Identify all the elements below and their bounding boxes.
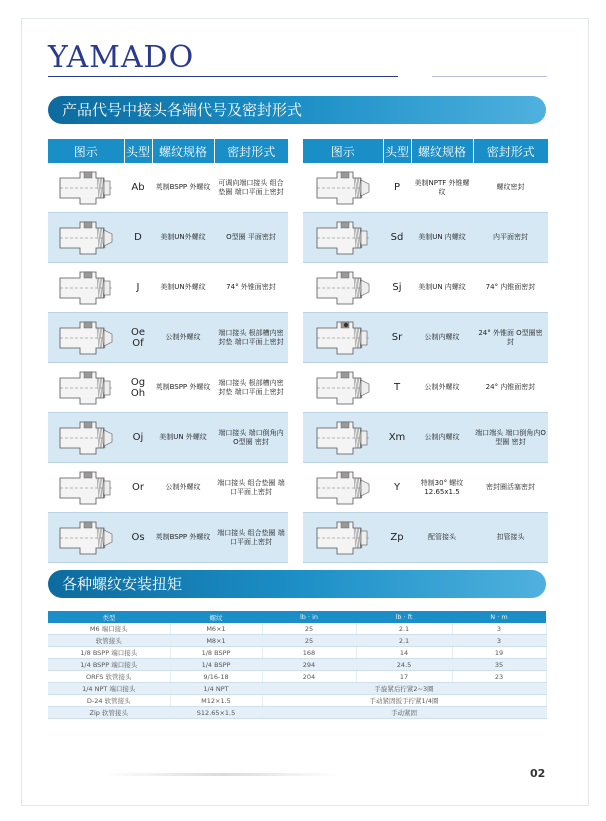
footer-rule [105,773,340,776]
right-fitting-table [303,139,548,563]
thread-spec: 公制外螺纹 [411,363,473,413]
torque-thread: M12×1.5 [170,695,262,707]
table-row [48,513,288,563]
torque-nm: 3 [452,623,546,635]
fitting-os-icon [48,518,124,558]
thread-spec: 英制BSPP 外螺纹 [152,363,214,413]
table-row [48,659,546,671]
torque-type: ORFS 软管接头 [48,671,170,683]
seal-type: 端口接头 组合垫圈 端口平面上密封 [214,463,288,513]
header-seal-type: 密封形式 [473,139,548,163]
thread-spec: 美制NPTF 外锥螺纹 [411,163,473,213]
seal-type: 端口端头 端口倒角内O型圈 密封 [473,413,548,463]
fitting-sj-icon [303,268,383,308]
torque-note: 手动紧固扳手拧紧1/4圈 [262,695,546,707]
table-row [303,163,548,213]
table-row [48,647,546,659]
fitting-y-icon [303,468,383,508]
thread-spec: 美制UN 内螺纹 [411,213,473,263]
fitting-og-icon [48,368,124,408]
torque-type: 1/4 BSPP 端口接头 [48,659,170,671]
fitting-oj-icon [48,418,124,458]
torque-header-thread: 螺纹 [170,611,262,623]
torque-thread: 1/4 NPT [170,683,262,695]
thread-spec: 公制外螺纹 [152,313,214,363]
fitting-j-icon [48,268,124,308]
head-type-code: Og Oh [124,363,152,413]
fitting-d-icon [48,218,124,258]
thread-spec: 公制内螺纹 [411,313,473,363]
table-row [48,213,288,263]
header-head-type: 头型 [383,139,411,163]
torque-lb-ft: 17 [356,671,452,683]
head-type-code: D [124,213,152,263]
fitting-diagram [303,213,383,263]
torque-nm: 35 [452,659,546,671]
seal-type: 24° 外锥面 O型圈密封 [473,313,548,363]
thread-spec: 配管接头 [411,513,473,563]
fitting-diagram [303,513,383,563]
fitting-diagram [48,313,124,363]
fitting-or-icon [48,468,124,508]
torque-lb-ft: 14 [356,647,452,659]
torque-type: 1/4 NPT 端口接头 [48,683,170,695]
torque-lb-in: 204 [262,671,356,683]
torque-header-type: 类型 [48,611,170,623]
torque-type: D-24 软管接头 [48,695,170,707]
fitting-diagram [303,263,383,313]
head-type-code: T [383,363,411,413]
head-type-code: Y [383,463,411,513]
header-diagram: 图示 [48,139,124,163]
table-row [303,213,548,263]
seal-type: 端口接头 根部槽内密封垫 端口平面上密封 [214,313,288,363]
table-row [48,413,288,463]
left-fitting-table [48,139,288,563]
table-row [48,695,546,707]
seal-type: 74° 内锥面密封 [473,263,548,313]
header-diagram: 图示 [303,139,383,163]
torque-nm: 23 [452,671,546,683]
torque-note: 手动紧固 [262,707,546,719]
seal-type: 螺纹密封 [473,163,548,213]
table-row [303,363,548,413]
torque-type: 1/8 BSPP 端口接头 [48,647,170,659]
fitting-t-icon [303,368,383,408]
fitting-diagram [303,313,383,363]
torque-thread: M6×1 [170,623,262,635]
torque-header-lb-ft: lb · ft [356,611,452,623]
fitting-diagram [303,163,383,213]
torque-header-row [48,611,546,623]
seal-type: 端口接头 组合垫圈 端口平面上密封 [214,513,288,563]
head-type-code: Sr [383,313,411,363]
head-type-code: Zp [383,513,411,563]
thread-spec: 英制BSPP 外螺纹 [152,163,214,213]
thread-spec: 美制UN外螺纹 [152,263,214,313]
torque-note: 手旋紧后拧紧2~3圈 [262,683,546,695]
torque-lb-ft: 2.1 [356,623,452,635]
torque-nm: 3 [452,635,546,647]
torque-nm: 19 [452,647,546,659]
fitting-diagram [48,363,124,413]
table-row [303,513,548,563]
head-type-code: Ab [124,163,152,213]
torque-lb-in: 25 [262,623,356,635]
torque-header-lb-in: lb · in [262,611,356,623]
seal-type: 24° 内锥面密封 [473,363,548,413]
head-type-code: Oj [124,413,152,463]
head-type-code: P [383,163,411,213]
thread-spec: 美制UN 外螺纹 [152,413,214,463]
table-row [48,363,288,413]
seal-type: 端口接头 端口倒角内O型圈 密封 [214,413,288,463]
header-thread-spec: 螺纹规格 [152,139,214,163]
fitting-diagram [48,413,124,463]
thread-spec: 英制BSPP 外螺纹 [152,513,214,563]
brand-rule-right [432,76,547,77]
fitting-diagram [303,463,383,513]
seal-type: 可调向端口接头 组合垫圈 端口平面上密封 [214,163,288,213]
fitting-p-icon [303,168,383,208]
thread-spec: 美制UN 内螺纹 [411,263,473,313]
section-banner-torque: 各种螺纹安装扭矩 [48,570,546,598]
right-table-header [303,139,548,163]
torque-thread: 1/8 BSPP [170,647,262,659]
torque-table [48,611,547,719]
fitting-diagram [48,163,124,213]
table-row [48,683,546,695]
head-type-code: Xm [383,413,411,463]
torque-thread: 1/4 BSPP [170,659,262,671]
torque-thread: S12.65×1.5 [170,707,262,719]
torque-type: M6 端口接头 [48,623,170,635]
torque-type: Zip 软管接头 [48,707,170,719]
table-row [48,623,546,635]
fitting-ab-icon [48,168,124,208]
thread-spec: 美制UN外螺纹 [152,213,214,263]
head-type-code: Or [124,463,152,513]
left-table-header [48,139,288,163]
torque-lb-in: 168 [262,647,356,659]
head-type-code: Os [124,513,152,563]
torque-lb-in: 25 [262,635,356,647]
thread-spec: 公制外螺纹 [152,463,214,513]
table-row [303,413,548,463]
header-thread-spec: 螺纹规格 [411,139,473,163]
table-row [48,463,288,513]
fitting-sd-icon [303,218,383,258]
seal-type: 端口接头 根部槽内密封垫 端口平面上密封 [214,363,288,413]
fitting-diagram [303,363,383,413]
table-row [48,313,288,363]
fitting-xm-icon [303,418,383,458]
fitting-diagram [48,463,124,513]
fitting-diagram [48,263,124,313]
head-type-code: Sj [383,263,411,313]
fitting-diagram [303,413,383,463]
brand-logo: YAMADO [48,40,195,75]
header-seal-type: 密封形式 [214,139,288,163]
header-head-type: 头型 [124,139,152,163]
torque-lb-in: 294 [262,659,356,671]
table-row [303,463,548,513]
thread-spec: 公制内螺纹 [411,413,473,463]
head-type-code: Oe Of [124,313,152,363]
seal-type: 内平面密封 [473,213,548,263]
torque-thread: M8×1 [170,635,262,647]
table-row [303,263,548,313]
seal-type: 扣管接头 [473,513,548,563]
head-type-code: Sd [383,213,411,263]
brand-rule [48,76,398,77]
table-row [48,707,546,719]
torque-thread: 9/16-18 [170,671,262,683]
torque-lb-ft: 24.5 [356,659,452,671]
torque-type: 软管接头 [48,635,170,647]
torque-header-nm: N · m [452,611,546,623]
table-row [48,163,288,213]
fitting-diagram [48,213,124,263]
table-row [48,263,288,313]
seal-type: 74° 外锥面密封 [214,263,288,313]
fitting-diagram [48,513,124,563]
torque-lb-ft: 2.1 [356,635,452,647]
fitting-zp-icon [303,518,383,558]
section-banner-seal-types: 产品代号中接头各端代号及密封形式 [48,96,546,124]
table-row [48,635,546,647]
table-row [303,313,548,363]
seal-type: 密封圈活塞密封 [473,463,548,513]
page-number: 02 [530,767,546,780]
seal-type: O型圈 平面密封 [214,213,288,263]
fitting-sr-icon [303,318,383,358]
table-row [48,671,546,683]
thread-spec: 特制30° 螺纹 12.65x1.5 [411,463,473,513]
head-type-code: J [124,263,152,313]
fitting-oe-icon [48,318,124,358]
